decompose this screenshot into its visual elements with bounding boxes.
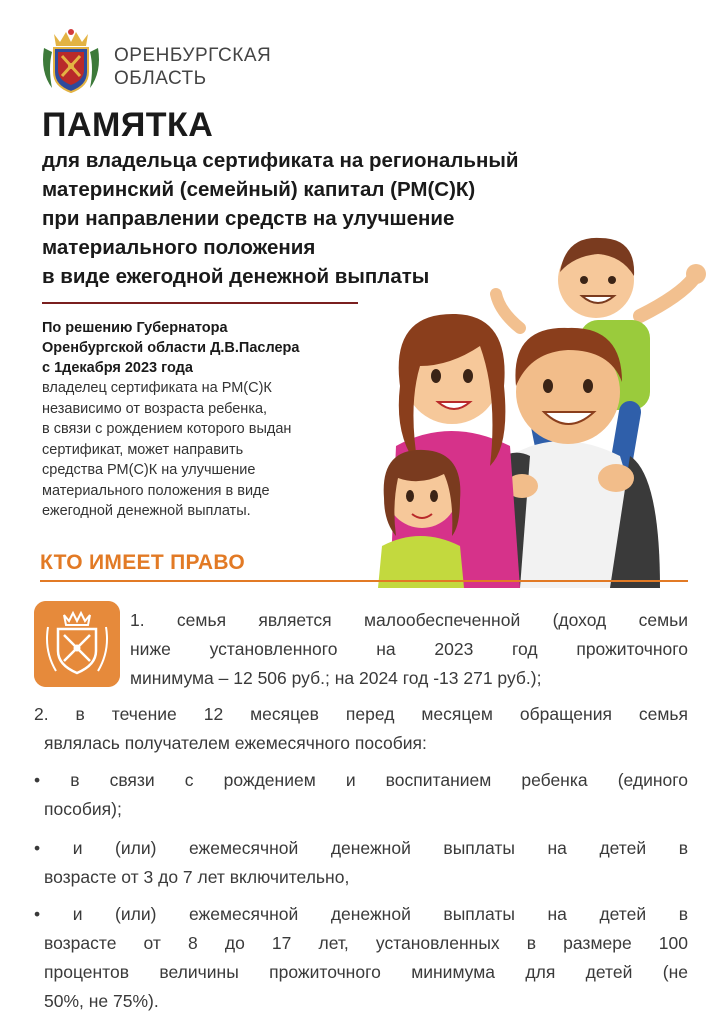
intro-text-line: владелец сертификата на РМ(С)К [42,380,272,396]
intro-text-line: материального положения в виде [42,482,270,499]
bullet-line: • и (или) ежемесячной денежной выплаты на детей в [34,838,688,858]
intro-bold-line: с 1декабря 2023 года [42,360,193,376]
region-name [114,44,271,90]
title-divider [42,302,358,304]
page-title: ПАМЯТКА [42,106,214,144]
subtitle-line: материального положения [42,236,316,259]
subtitle-line: для владельца сертификата на региональный [42,149,519,172]
eligibility-item-2 [34,700,688,758]
bullet-line: возрасте от 3 до 7 лет включительно, [44,867,350,887]
section-title: КТО ИМЕЕТ ПРАВО [40,551,245,574]
benefit-bullet-1 [34,766,688,824]
benefit-bullet-2 [34,834,688,892]
subtitle-line: в виде ежегодной денежной выплаты [42,265,430,288]
intro-text-line: независимо от возраста ребенка, [42,400,268,417]
subtitle-line: при направлении средств на улучшение [42,207,455,230]
region-name-line2: ОБЛАСТЬ [114,68,207,89]
intro-text-line: средства РМ(С)К на улучшение [42,462,256,478]
bullet-line: • в связи с рождением и воспитанием ребенка (единого [34,770,688,790]
section-divider [40,580,688,582]
item-line: ниже установленного на 2023 год прожиточного [130,639,688,659]
item-line: являлась получателем ежемесячного пособия: [44,733,427,753]
bullet-line: пособия); [44,799,122,819]
region-name-line1: ОРЕНБУРГСКАЯ [114,45,272,66]
benefit-bullet-3 [34,900,688,1016]
eligibility-item-1 [130,606,688,693]
intro-description [42,378,382,522]
item-line: 2. в течение 12 месяцев перед месяцем обращения семья [34,704,688,724]
oblast-coat-of-arms-icon [40,28,102,96]
intro-bold-line: Оренбургской области Д.В.Паслера [42,340,300,356]
intro-text-line: в связи с рождением которого выдан [42,421,292,437]
intro-decision [42,318,299,378]
bullet-line: процентов величины прожиточного минимума для детей (не [44,962,688,982]
family-illustration [360,216,710,588]
bullet-line: • и (или) ежемесячной денежной выплаты на детей в [34,904,688,924]
item-line: минимума – 12 506 руб.; на 2024 год -13 271 руб.); [130,668,542,688]
intro-text-line: ежегодной денежной выплаты. [42,503,251,519]
bullet-line: 50%, не 75%). [44,991,159,1011]
item-line: 1. семья является малообеспеченной (доход семьи [130,610,688,630]
intro-text-line: сертификат, может направить [42,441,244,458]
subtitle-line: материнский (семейный) капитал (РМ(С)К) [42,178,476,201]
intro-bold-line: По решению Губернатора [42,320,228,336]
bullet-line: возрасте от 8 до 17 лет, установленных в размере 100 [44,933,688,953]
coat-of-arms-badge-icon [34,601,120,687]
